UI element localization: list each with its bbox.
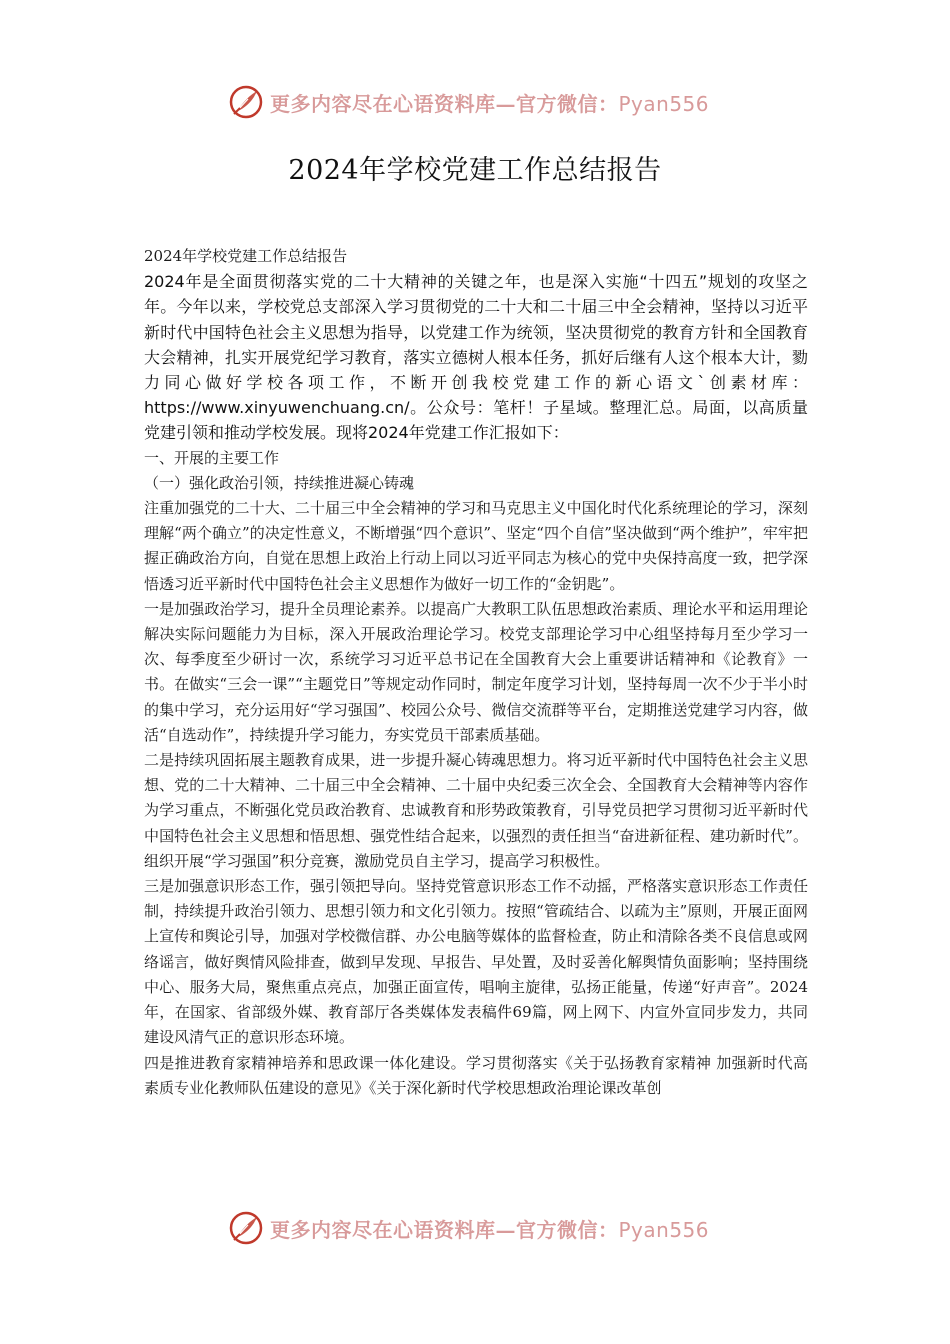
header-watermark-text: 更多内容尽在心语资料库—官方微信：Pyan556 (270, 91, 710, 116)
feather-pen-logo-icon (228, 84, 264, 120)
section-heading: 一、开展的主要工作 (144, 448, 280, 467)
page-title: 2024年学校党建工作总结报告 (288, 155, 662, 186)
header-wechat-id: Pyan556 (618, 91, 710, 116)
footer-watermark-text: 更多内容尽在心语资料库—官方微信：Pyan556 (270, 1217, 710, 1242)
body-paragraph: 一是加强政治学习，提升全员理论素养。以提高广大教职工队伍思想政治素质、理论水平和运用理论解决实际问题能力为目标，深入开展政治理论学习。校党支部理论学习中心组坚持每月至少学习一次、每季度至少研讨一次，系统学习习近平总书记在全国教育大会上重要讲话精神和《论教育》一书。在做实“三会一课”“主题党日”等规定动作同时，制定年度学习计划，坚持每周一次不少于半小时的集中学习，充分运用好“学习强国”、校园公众号、微信交流群等平台，定期推送党建学习内容，做活“自选动作”，持续提升学习能力，夯实党员干部素质基础。 (144, 599, 808, 744)
intro-paragraph: 2024年是全面贯彻落实党的二十大精神的关键之年，也是深入实施“十四五”规划的攻坚之年。今年以来，学校党总支部深入学习贯彻党的二十大和二十届三中全会精神，坚持以习近平新时代中国特色社会主义思想为指导，以党建工作为统领，坚决贯彻党的教育方针和全国教育大会精神，扎实开展党纪学习教育，落实立德树人根本任务，抓好后继有人这个根本大计，勠力同心做好学校各项工作，不断开创我校党建工作的新心语文`创素材库：https://www.xinyuwenchuang.cn/。公众号：笔杆！子星域。整理汇总。局面，以高质量党建引领和推动学校发展。现将2024年党建工作汇报如下： (144, 272, 808, 443)
document-body (144, 244, 808, 1101)
body-paragraph: 三是加强意识形态工作，强引领把导向。坚持党管意识形态工作不动摇，严格落实意识形态工作责任制，持续提升政治引领力、思想引领力和文化引领力。按照“管疏结合、以疏为主”原则，开展正面网上宣传和舆论引导，加强对学校微信群、办公电脑等媒体的监督检查，防止和清除各类不良信息或网络谣言，做好舆情风险排查，做到早发现、早报告、早处置，及时妥善化解舆情负面影响；坚持围绕中心、服务大局，聚焦重点亮点，加强正面宣传，唱响主旋律，弘扬正能量，传递“好声音”。2024年，在国家、省部级外媒、教育部厅各类媒体发表稿件69篇，网上网下、内宣外宣同步发力，共同建设风清气正的意识形态环境。 (144, 877, 808, 1047)
feather-pen-logo-icon (228, 1210, 264, 1246)
body-paragraph: 二是持续巩固拓展主题教育成果，进一步提升凝心铸魂思想力。将习近平新时代中国特色社会主义思想、党的二十大精神、二十届三中全会精神、二十届中央纪委三次全会、全国教育大会精神等内容作为学习重点，不断强化党员政治教育、忠诚教育和形势政策教育，引导党员把学习贯彻习近平新时代中国特色社会主义思想和悟思想、强党性结合起来，以强烈的责任担当“奋进新征程、建功新时代”。组织开展“学习强国”积分竞赛，激励党员自主学习，提高学习积极性。 (144, 751, 808, 870)
subtitle-line: 2024年学校党建工作总结报告 (144, 247, 348, 265)
body-paragraph: 四是推进教育家精神培养和思政课一体化建设。学习贯彻落实《关于弘扬教育家精神 加强新时代高素质专业化教师队伍建设的意见》《关于深化新时代学校思想政治理论课改革创 (144, 1053, 808, 1097)
header-watermark-banner (228, 82, 748, 122)
subsection-heading: （一）强化政治引领，持续推进凝心铸魂 (144, 473, 415, 492)
footer-wechat-id: Pyan556 (618, 1217, 710, 1242)
footer-watermark-banner (228, 1208, 748, 1248)
body-paragraph: 注重加强党的二十大、二十届三中全会精神的学习和马克思主义中国化时代化系统理论的学习，深刻理解“两个确立”的决定性意义，不断增强“四个意识”、坚定“四个自信”坚决做到“两个维护”，牢牢把握正确政治方向，自觉在思想上政治上行动上同以习近平同志为核心的党中央保持高度一致，把学深悟透习近平新时代中国特色社会主义思想作为做好一切工作的“金钥匙”。 (144, 499, 808, 593)
